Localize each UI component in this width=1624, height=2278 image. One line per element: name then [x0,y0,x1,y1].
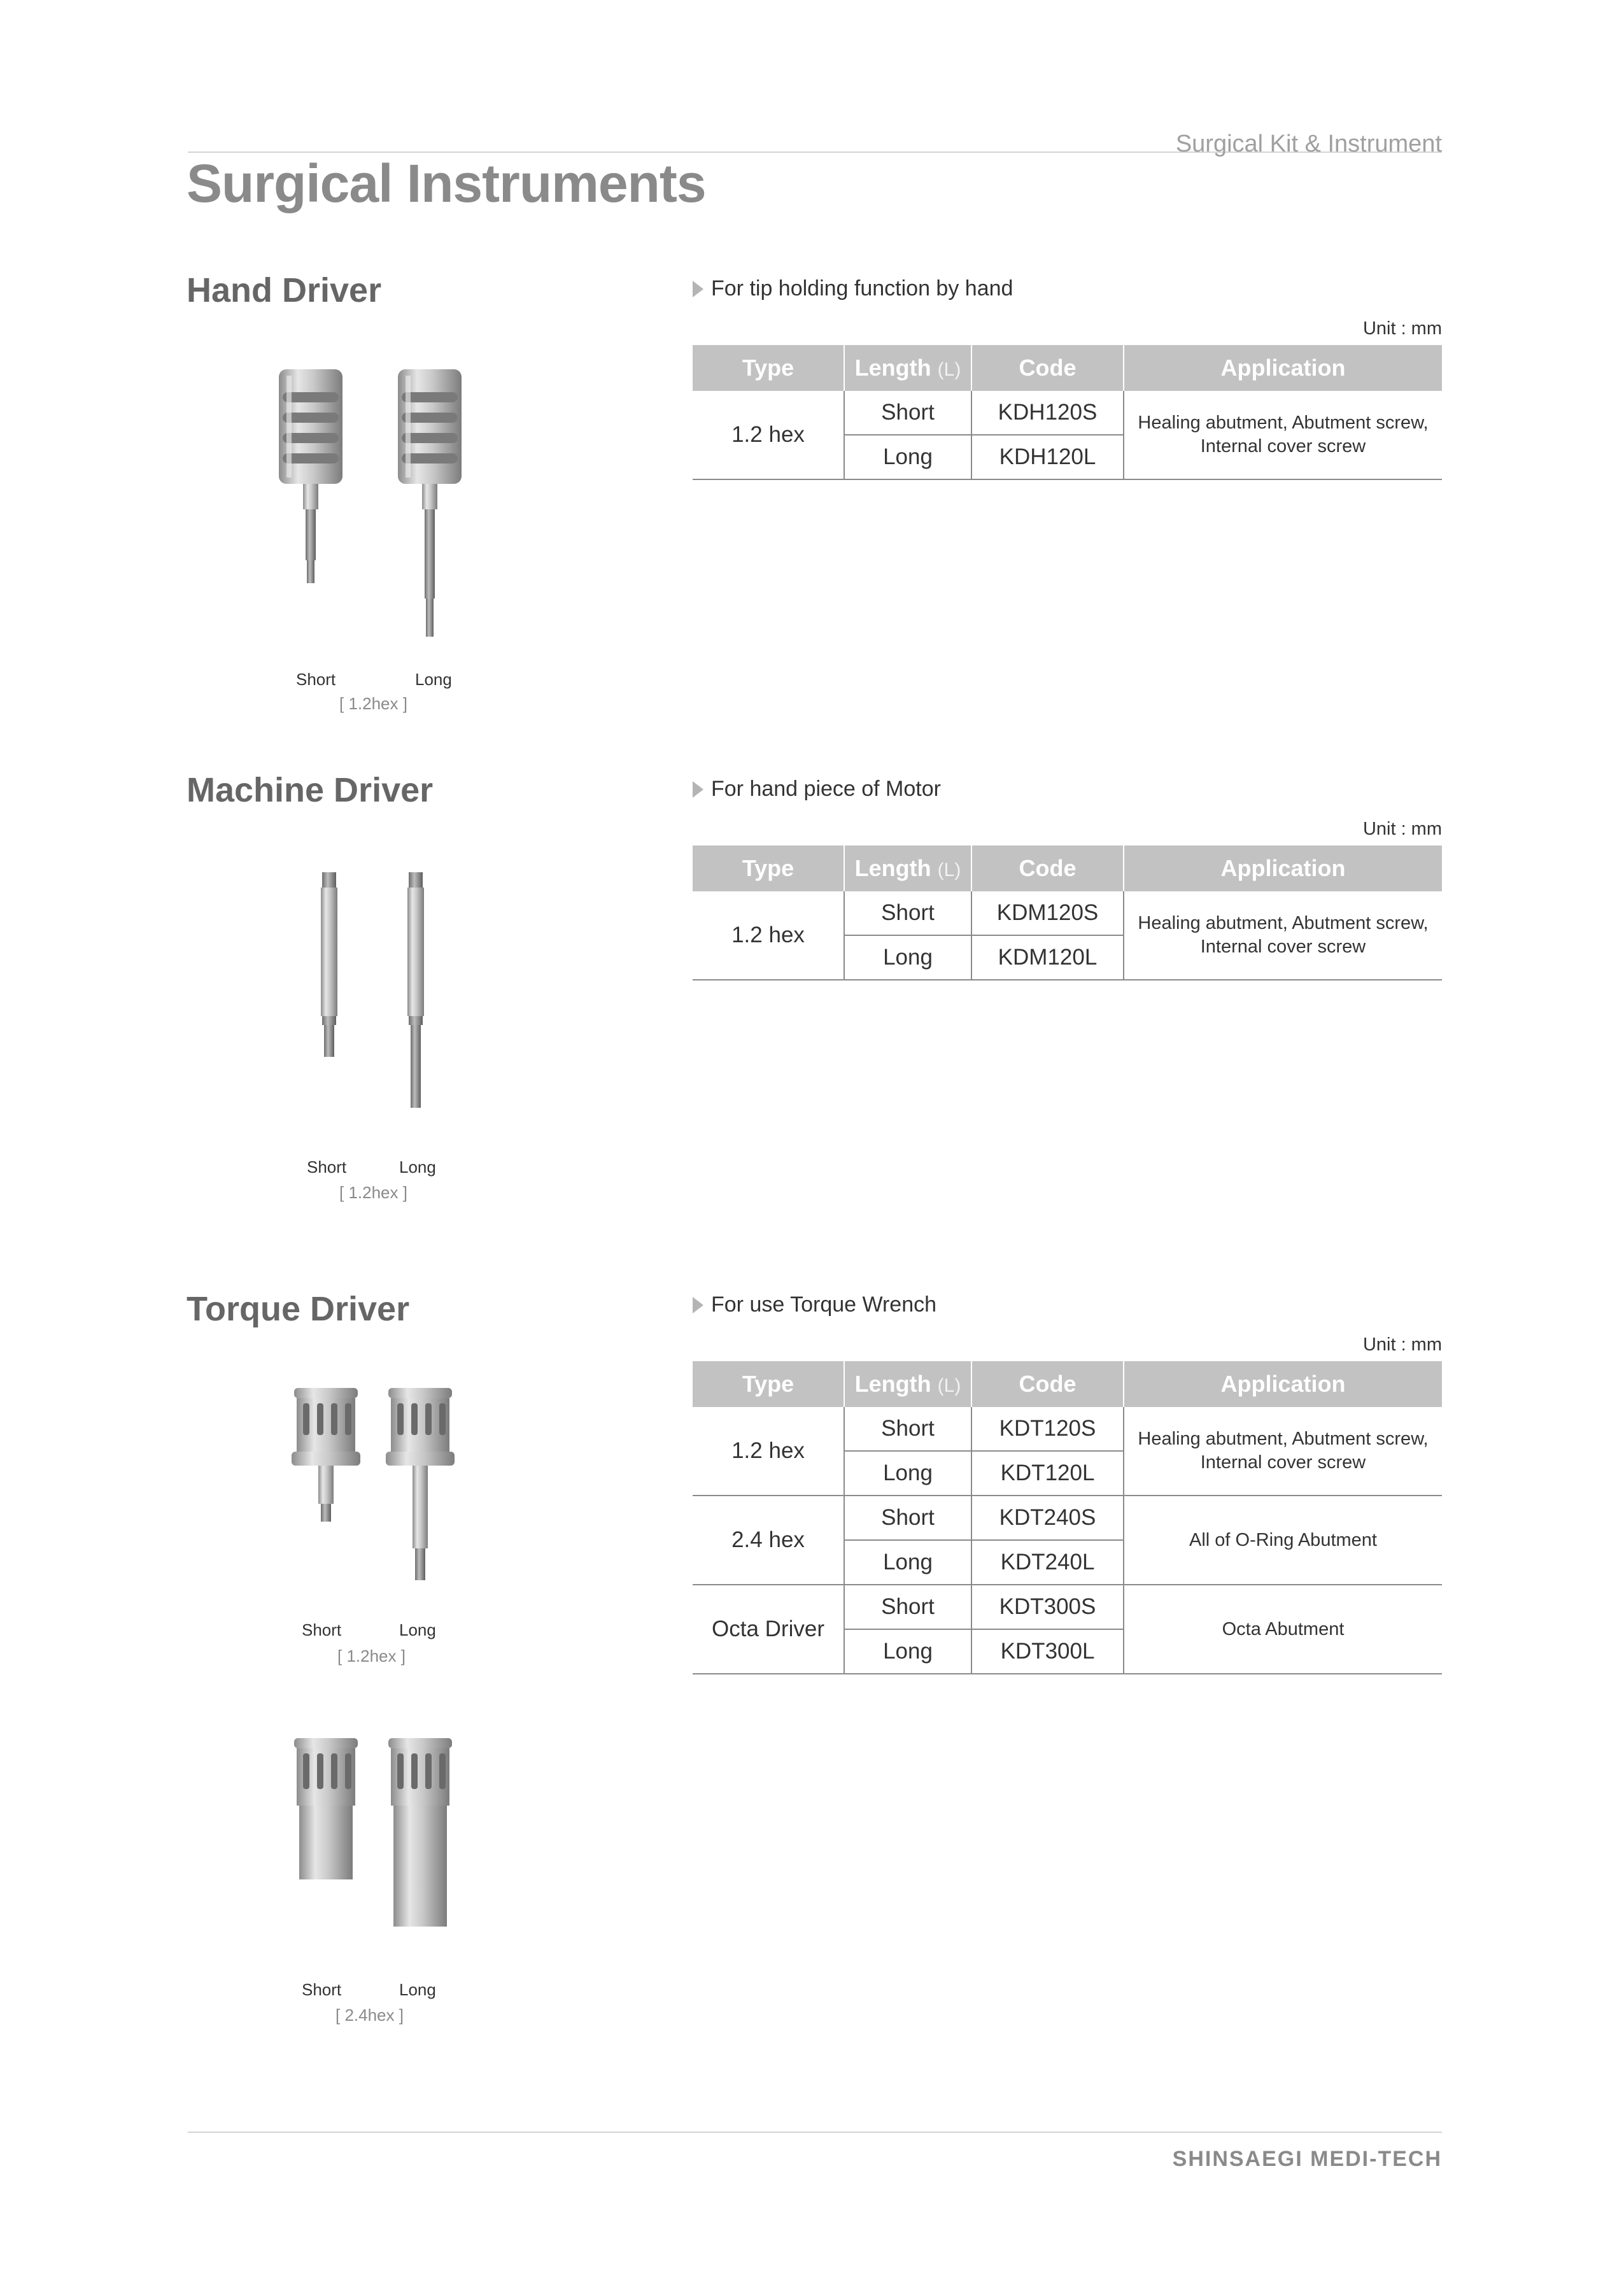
cell-length: Short [844,391,971,435]
col-header-type: Type [693,845,844,891]
hand-driver-image [267,363,471,656]
table-header-row [693,345,1442,391]
cell-type: Octa Driver [693,1585,844,1674]
cell-code: KDT240S [971,1496,1124,1540]
image-caption-short: Short [296,670,336,689]
cell-length: Long [844,935,971,980]
cell-length: Long [844,1629,971,1674]
image-caption-short: Short [307,1157,347,1177]
col-header-length: Length (L) [844,345,971,391]
cell-application: Healing abutment, Abutment screw, Internal cover screw [1124,891,1442,980]
col-header-code: Code [971,1361,1124,1407]
unit-label: Unit : mm [1362,1334,1442,1355]
triangle-bullet-icon [693,281,703,297]
triangle-bullet-icon [693,781,703,798]
page-title: Surgical Instruments [187,153,706,213]
col-header-application: Application [1124,345,1442,391]
unit-label: Unit : mm [1362,819,1442,839]
cell-code: KDM120L [971,935,1124,980]
col-header-length: Length (L) [844,845,971,891]
triangle-bullet-icon [693,1297,703,1313]
col-header-type: Type [693,345,844,391]
table-row [693,1496,1442,1540]
cell-code: KDH120S [971,391,1124,435]
col-header-type: Type [693,1361,844,1407]
image-caption-long: Long [399,1157,436,1177]
section-bullet-torque-driver: For use Torque Wrench [693,1292,936,1317]
footer-brand-logo: SHINSAEGI MEDI-TECH [1172,2147,1442,2171]
hand-driver-long-image [398,369,462,637]
table-row [693,391,1442,435]
table-header-row [693,1361,1442,1407]
image-caption-hex: [ 1.2hex ] [337,1646,406,1666]
torque-driver-short-image [292,1388,360,1522]
section-title-machine-driver: Machine Driver [187,771,434,809]
image-caption-long: Long [399,1620,436,1639]
image-caption-long: Long [399,1980,436,1999]
image-caption-hex: [ 2.4hex ] [335,2006,404,2025]
image-caption-short: Short [302,1620,342,1639]
table-row [693,891,1442,935]
cell-code: KDT240L [971,1540,1124,1585]
cell-length: Short [844,1407,971,1451]
cell-length: Short [844,1585,971,1629]
torque-driver-1-2hex-image [280,1382,471,1604]
image-caption-hex: [ 1.2hex ] [339,694,407,713]
cell-length: Long [844,1540,971,1585]
col-header-application: Application [1124,845,1442,891]
header-category: Surgical Kit & Instrument [1175,131,1442,157]
unit-label: Unit : mm [1362,318,1442,339]
section-title-torque-driver: Torque Driver [187,1290,410,1328]
col-header-application: Application [1124,1361,1442,1407]
machine-driver-image [299,866,452,1121]
cell-length: Long [844,435,971,479]
cell-type: 1.2 hex [693,891,844,980]
torque-driver-short-image [294,1738,358,1879]
table-row [693,1585,1442,1629]
hand-driver-short-image [279,369,342,583]
machine-driver-long-image [407,872,424,1108]
cell-application: All of O-Ring Abutment [1124,1496,1442,1585]
col-header-code: Code [971,345,1124,391]
section-bullet-hand-driver: For tip holding function by hand [693,276,1013,301]
image-caption-short: Short [302,1980,342,1999]
table-header-row [693,845,1442,891]
section-bullet-machine-driver: For hand piece of Motor [693,777,941,802]
cell-length: Short [844,891,971,935]
cell-length: Long [844,1451,971,1496]
machine-driver-short-image [321,872,337,1057]
torque-driver-2-4hex-image [280,1732,471,1955]
cell-code: KDT300L [971,1629,1124,1674]
cell-code: KDT300S [971,1585,1124,1629]
table-row [693,1407,1442,1451]
cell-type: 1.2 hex [693,391,844,479]
cell-code: KDH120L [971,435,1124,479]
image-caption-hex: [ 1.2hex ] [339,1183,407,1202]
col-header-code: Code [971,845,1124,891]
cell-code: KDT120S [971,1407,1124,1451]
torque-driver-long-image [388,1738,452,1927]
cell-code: KDM120S [971,891,1124,935]
cell-application: Octa Abutment [1124,1585,1442,1674]
cell-type: 1.2 hex [693,1407,844,1496]
col-header-length: Length (L) [844,1361,971,1407]
spec-table-torque-driver [693,1361,1442,1674]
cell-code: KDT120L [971,1451,1124,1496]
cell-application: Healing abutment, Abutment screw, Internal cover screw [1124,391,1442,479]
cell-application: Healing abutment, Abutment screw, Internal cover screw [1124,1407,1442,1496]
section-title-hand-driver: Hand Driver [187,271,382,309]
footer-rule [188,2132,1442,2133]
cell-type: 2.4 hex [693,1496,844,1585]
image-caption-long: Long [415,670,452,689]
spec-table-machine-driver [693,845,1442,980]
spec-table-hand-driver [693,345,1442,480]
cell-length: Short [844,1496,971,1540]
torque-driver-long-image [386,1388,455,1580]
